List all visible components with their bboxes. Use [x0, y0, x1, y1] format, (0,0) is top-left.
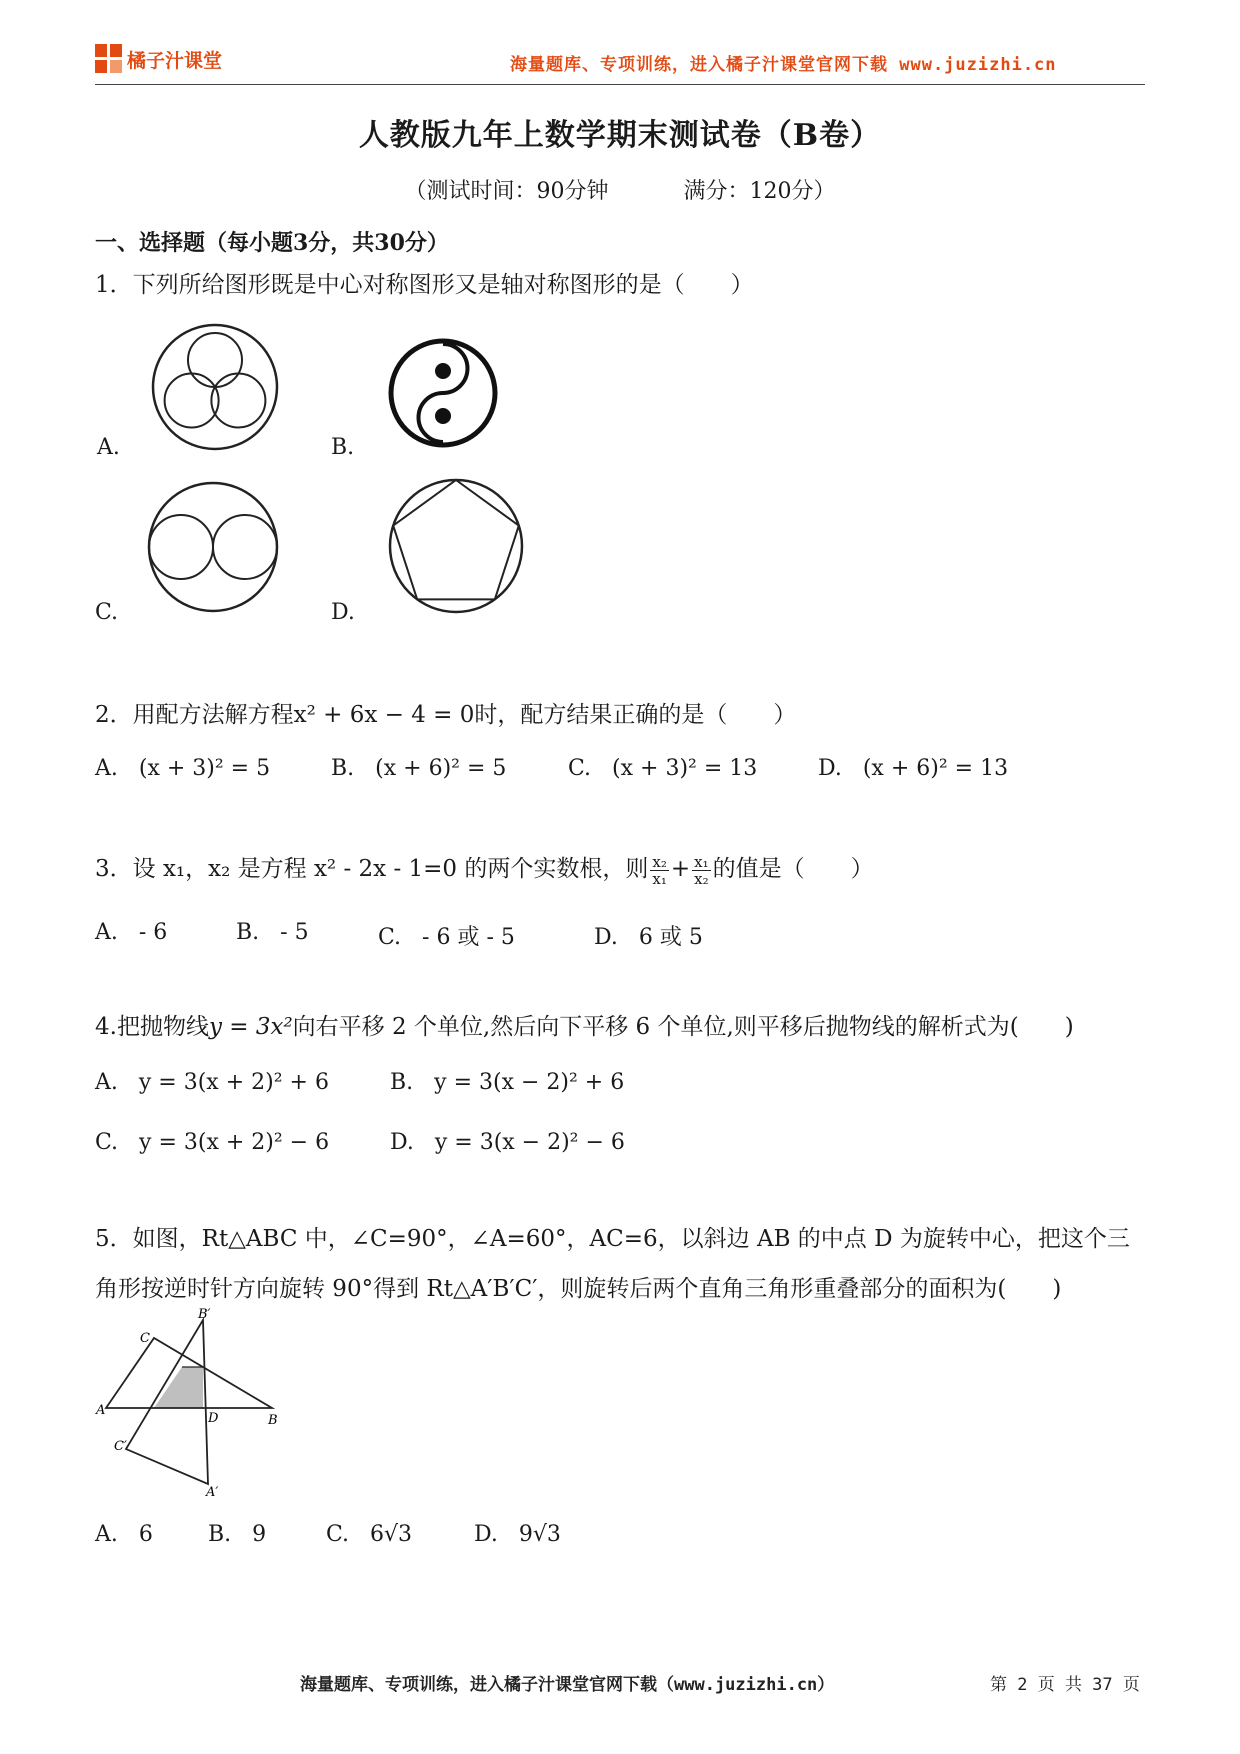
q1-figure-d-pentagon [386, 476, 526, 616]
q4-stem-b: 向右平移 2 个单位,然后向下平移 6 个单位,则平移后抛物线的解析式为( ) [292, 1014, 1074, 1040]
fig-label-c-prime: C′ [114, 1439, 127, 1454]
q4-option-a[interactable]: A. y = 3(x + 2)² + 6 [95, 1070, 329, 1095]
q5-option-d[interactable]: D. 9√3 [474, 1522, 561, 1547]
q2-equation: x² + 6x − 4 = 0 [293, 702, 475, 728]
q4-stem-a: 4.把抛物线 [95, 1014, 209, 1040]
exam-time: （测试时间：90分钟 [404, 179, 609, 204]
q5-option-c[interactable]: C. 6√3 [326, 1522, 413, 1547]
q3-option-b[interactable]: B. - 5 [236, 920, 309, 945]
q3-option-c[interactable]: C. - 6 或 - 5 [378, 925, 515, 950]
q2-option-c[interactable]: C. (x + 3)² = 13 [568, 756, 758, 781]
exam-score: 满分：120分） [683, 179, 836, 204]
q1-label-a: A. [97, 435, 120, 460]
page-title: 人教版九年上数学期末测试卷（B卷） [358, 118, 882, 153]
fig-label-b-prime: B′ [198, 1307, 211, 1322]
footer-text[interactable]: 海量题库、专项训练，进入橘子汁课堂官网下载（www.juzizhi.cn） [300, 1675, 835, 1695]
page-number: 第 2 页 共 37 页 [990, 1675, 1140, 1695]
q5-stem-line2: 角形按逆时针方向旋转 90°得到 Rt△A′B′C′，则旋转后两个直角三角形重叠部分的面积为( ) [95, 1276, 1062, 1302]
q3-stem [95, 852, 874, 887]
q5-option-b[interactable]: B. 9 [208, 1522, 267, 1547]
section-heading: 一、选择题（每小题3分，共30分） [95, 230, 449, 256]
q1-label-d: D. [331, 600, 355, 625]
q1-figure-a [150, 322, 280, 452]
q3-plus: + [670, 856, 691, 882]
q4-option-c[interactable]: C. y = 3(x + 2)² − 6 [95, 1130, 330, 1155]
fig-label-c: C [140, 1331, 150, 1346]
q1-label-b: B. [331, 435, 355, 460]
q3-option-a[interactable]: A. - 6 [95, 920, 168, 945]
logo-icon [95, 44, 123, 74]
fig-label-b: B [268, 1413, 278, 1428]
q1-label-c: C. [95, 600, 119, 625]
fig-label-a-prime: A′ [206, 1485, 219, 1500]
q2-stem-a: 2．用配方法解方程 [95, 702, 294, 728]
q2-option-b[interactable]: B. (x + 6)² = 5 [331, 756, 507, 781]
header-divider [95, 84, 1145, 85]
q4-equation: y = 3x² [208, 1014, 293, 1040]
q3-option-d[interactable]: D. 6 或 5 [594, 925, 703, 950]
q1-figure-b-yinyang-icon [388, 338, 498, 448]
q1-stem: 1．下列所给图形既是中心对称图形又是轴对称图形的是（ ） [95, 272, 754, 298]
q2-stem-b: 时，配方结果正确的是（ ） [474, 702, 797, 728]
q5-figure [96, 1307, 296, 1500]
q1-figure-c [146, 480, 280, 614]
q3-fraction-1: $\frac{\text{x₂}}{\text{x₁}}$ [652, 852, 667, 888]
fig-label-a: A [96, 1403, 106, 1418]
q2-option-d[interactable]: D. (x + 6)² = 13 [818, 756, 1009, 781]
exam-info [0, 174, 1240, 205]
q2-option-a[interactable]: A. (x + 3)² = 5 [95, 756, 271, 781]
logo-text: 橘子汁课堂 [127, 50, 223, 72]
q4-option-d[interactable]: D. y = 3(x − 2)² − 6 [390, 1130, 625, 1155]
q4-stem [95, 1010, 1074, 1044]
q5-stem-line1: 5．如图，Rt△ABC 中，∠C=90°，∠A=60°，AC=6，以斜边 AB 的中点 D 为旋转中心，把这个三 [95, 1226, 1130, 1252]
q3-fraction-2: $\frac{\text{x₁}}{\text{x₂}}$ [694, 852, 709, 888]
q5-option-a[interactable]: A. 6 [95, 1522, 153, 1547]
q2-stem [95, 698, 796, 732]
q3-stem-a: 3．设 x₁，x₂ 是方程 x² - 2x - 1=0 的两个实数根，则 [95, 856, 649, 882]
header-slogan[interactable]: 海量题库、专项训练，进入橘子汁课堂官网下载 www.juzizhi.cn [510, 55, 1057, 75]
q3-stem-b: 的值是（ ） [712, 856, 874, 882]
fig-label-d: D [208, 1411, 219, 1426]
q4-option-b[interactable]: B. y = 3(x − 2)² + 6 [390, 1070, 625, 1095]
